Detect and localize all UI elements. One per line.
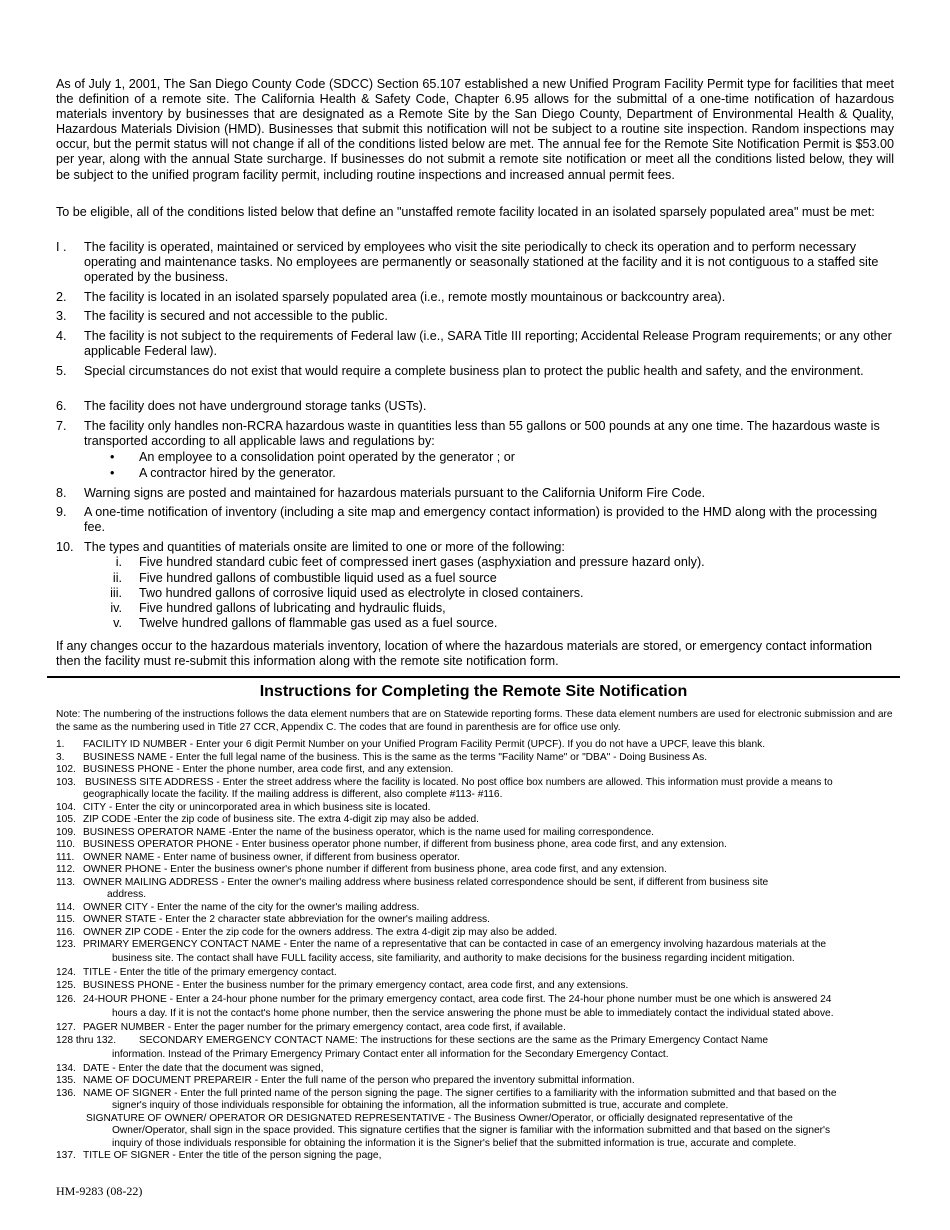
instruction-text: OWNER NAME - Enter name of business owner, if different from business operator. (83, 852, 460, 863)
eligibility-paragraph: To be eligible, all of the conditions listed below that define an "unstaffed remote facility located in an isolated sparsely populated area" must be met: (56, 205, 875, 219)
form-number: HM-9283 (08-22) (56, 1184, 143, 1198)
condition-text: Warning signs are posted and maintained for hazardous materials pursuant to the California Uniform Fire Code. (84, 486, 706, 500)
instruction-text: OWNER ZIP CODE - Enter the zip code for the owners address. The extra 4-digit zip may also be added. (83, 927, 558, 938)
condition-text: A one-time notification of inventory (including a site map and emergency contact information) is provided to the HMD along with the processing fee. (84, 505, 878, 534)
condition-text: The types and quantities of materials onsite are limited to one or more of the following: (84, 540, 565, 554)
instructions-heading: Instructions for Completing the Remote Site Notification (259, 683, 688, 700)
condition-text: Special circumstances do not exist that would require a complete business plan to protect the public health and safety, and the environment. (84, 364, 864, 378)
condition-number: 5. (56, 364, 67, 378)
condition-number: I . (56, 240, 67, 254)
instruction-continuation: business site. The contact shall have FULL facility access, site familiarity, and authority to make decisions for the business regarding incident mitigation. (112, 953, 795, 964)
instruction-text: NAME OF DOCUMENT PREPAREIR - Enter the full name of the person who prepared the inventory submittal information. (83, 1075, 635, 1086)
instruction-text: NAME OF SIGNER - Enter the full printed name of the person signing the page. The signer certifies to a familiarity with the information submitted and that based on the (83, 1088, 837, 1099)
instruction-number: 134. (56, 1063, 76, 1074)
condition-number: 3. (56, 309, 67, 323)
instruction-number: 114. (56, 902, 76, 913)
instruction-number: 102. (56, 764, 76, 775)
instruction-continuation: signer's inquiry of those individuals responsible for obtaining the information, all the information submitted is true, accurate and complete. (112, 1100, 729, 1111)
instruction-text: BUSINESS PHONE - Enter the business number for the primary emergency contact, area code first, and any extensions. (83, 980, 629, 991)
condition-number: 9. (56, 505, 67, 519)
material-number: v. (113, 616, 122, 630)
instruction-number: 136. (56, 1088, 76, 1099)
condition-number: 4. (56, 329, 67, 343)
instruction-text: TITLE OF SIGNER - Enter the title of the person signing the page, (83, 1150, 382, 1161)
instruction-number: 103. (56, 777, 76, 788)
instruction-number: 110. (56, 839, 76, 850)
instruction-continuation: information. Instead of the Primary Emergency Primary Contact enter all information for the Secondary Emergency Contact. (112, 1049, 669, 1060)
instruction-text: 24-HOUR PHONE - Enter a 24-hour phone number for the primary emergency contact, area code first. The 24-hour phone number must be one which is answered 24 (83, 994, 832, 1005)
instruction-text: ZIP CODE -Enter the zip code of business site. The extra 4-digit zip may also be added. (83, 814, 480, 825)
condition-text: The facility does not have underground storage tanks (USTs). (84, 399, 427, 413)
instruction-number: 113. (56, 877, 76, 888)
instruction-text: DATE - Enter the date that the document was signed, (83, 1063, 324, 1074)
instruction-number: 115. (56, 914, 76, 925)
bullet-marker: • (110, 466, 115, 480)
bullet-marker: • (110, 450, 115, 464)
material-text: Five hundred standard cubic feet of compressed inert gases (asphyxiation and pressure hazard only). (139, 555, 705, 569)
instruction-text: BUSINESS PHONE - Enter the phone number, area code first, and any extension. (83, 764, 454, 775)
changes-paragraph: If any changes occur to the hazardous materials inventory, location of where the hazardous materials are stored, or emergency contact information then the facility must re-submit this information along with the remote site notification form. (56, 639, 872, 669)
bullet-text: An employee to a consolidation point operated by the generator ; or (139, 450, 515, 464)
intro-paragraph: As of July 1, 2001, The San Diego County Code (SDCC) Section 65.107 established a new Unified Program Facility Permit type for facilities that meet the definition of a remote site. The California Health & Safety Code, Chapter 6.95 allows for the submittal of a one-time notification of hazardous materials inventory by businesses that are designated as a Remote Site by the San Diego County, Department of Environmental Health & Quality, Hazardous Materials Division (HMD). Businesses that submit this notification will not be subject to a routine site inspection. Random inspections may occur, but the permit status will not change if all of the conditions listed below are met. The annual fee for the Remote Site Notification Permit is $53.00 per year, along with the annual State surcharge. If businesses do not submit a remote site notification or meet all the conditions listed below, they will be subject to the unified program facility permit, including routine inspections and increased annual permit fees. (56, 77, 894, 182)
instruction-text: BUSINESS NAME - Enter the full legal name of the business. This is the same as the terms "Facility Name" or "DBA" - Doing Business As. (83, 752, 708, 763)
instruction-number: 104. (56, 802, 76, 813)
instruction-number: 125. (56, 980, 76, 991)
instruction-text: PRIMARY EMERGENCY CONTACT NAME - Enter the name of a representative that can be contacted in case of an emergency involving hazardous materials at the (83, 939, 827, 950)
instruction-continuation: inquiry of those individuals responsible for obtaining the information it is the Signer's belief that the submitted information is true, accurate and complete. (112, 1138, 797, 1149)
instruction-number: 112. (56, 864, 76, 875)
instruction-text: CITY - Enter the city or unincorporated area in which business site is located. (83, 802, 431, 813)
condition-number: 2. (56, 290, 67, 304)
material-text: Five hundred gallons of lubricating and hydraulic fluids, (139, 601, 446, 615)
instruction-text: OWNER CITY - Enter the name of the city for the owner's mailing address. (83, 902, 420, 913)
material-number: iii. (110, 586, 122, 600)
bullet-text: A contractor hired by the generator. (139, 466, 336, 480)
instruction-continuation: hours a day. If it is not the contact's home phone number, then the service answering the phone must be able to immediately contact the individual stated above. (112, 1008, 834, 1019)
condition-text: The facility is not subject to the requirements of Federal law (i.e., SARA Title III reporting; Accidental Release Program requirements; or any other applicable Federal law). (84, 329, 892, 358)
instruction-number: 126. (56, 994, 76, 1005)
signature-instruction-text: SIGNATURE OF OWNER/ OPERATOR OR DESIGNATED REPRESENTATIVE - The Business Owner/Operator, or officially designated representative of the (86, 1113, 793, 1124)
instruction-number: 124. (56, 967, 76, 978)
condition-text: The facility is operated, maintained or serviced by employees who visit the site periodically to check its operation and to perform necessary operating and maintenance tasks. No employees are permanently or seasonally stationed at the facility and it is not contiguous to a staffed site operated by the business. (84, 240, 879, 284)
material-text: Two hundred gallons of corrosive liquid used as electrolyte in closed containers. (139, 586, 584, 600)
instruction-number: 105. (56, 814, 76, 825)
section-divider (47, 676, 900, 678)
instruction-number: 137. (56, 1150, 76, 1161)
instruction-continuation: Owner/Operator, shall sign in the space provided. This signature certifies that the signer is familiar with the information submitted and that based on the signer's (112, 1125, 831, 1136)
condition-text: The facility is located in an isolated sparsely populated area (i.e., remote mostly mountainous or backcountry area). (84, 290, 726, 304)
instruction-text: FACILITY ID NUMBER - Enter your 6 digit Permit Number on your Unified Program Facility Permit (UPCF). If you do not have a UPCF, leave this blank. (83, 739, 766, 750)
instruction-number: 1. (56, 739, 65, 750)
instruction-number: 111. (56, 852, 75, 863)
condition-text: The facility only handles non-RCRA hazardous waste in quantities less than 55 gallons or 500 pounds at any one time. The hazardous waste is transported according to all applicable laws and regulations by: (84, 419, 880, 448)
instructions-note: Note: The numbering of the instructions follows the data element numbers that are on Statewide reporting forms. These data element numbers are used for electronic submission and are the same as the numbering used in Title 27 CCR, Appendix C. The codes that are found in parenthesis are for office use only. (56, 709, 893, 733)
instruction-text: TITLE - Enter the title of the primary emergency contact. (83, 967, 337, 978)
instruction-continuation: geographically locate the facility. If the mailing address is different, also complete #113- #116. (83, 789, 503, 800)
material-number: ii. (112, 571, 122, 585)
instruction-text: PAGER NUMBER - Enter the pager number for the primary emergency contact, area code first, if available. (83, 1022, 566, 1033)
instruction-text: BUSINESS SITE ADDRESS - Enter the street address where the facility is located. No post office box numbers are allowed. This information must provide a means to (85, 777, 833, 788)
material-number: iv. (110, 601, 122, 615)
instruction-number: 135. (56, 1075, 76, 1086)
instruction-number: 109. (56, 827, 76, 838)
instruction-text: SECONDARY EMERGENCY CONTACT NAME: The instructions for these sections are the same as the Primary Emergency Contact Name (139, 1035, 769, 1046)
instruction-number: 123. (56, 939, 76, 950)
condition-number: 7. (56, 419, 67, 433)
material-text: Twelve hundred gallons of flammable gas used as a fuel source. (139, 616, 498, 630)
instruction-text: BUSINESS OPERATOR PHONE - Enter business operator phone number, if different from business phone, area code first, and any extension. (83, 839, 727, 850)
instruction-number: 3. (56, 752, 65, 763)
instruction-text: OWNER MAILING ADDRESS - Enter the owner's mailing address where business related correspondence should be sent, if different from business site (83, 877, 769, 888)
instruction-text: OWNER PHONE - Enter the business owner's phone number if different from business phone, area code first, and any extension. (83, 864, 667, 875)
condition-text: The facility is secured and not accessible to the public. (84, 309, 388, 323)
material-number: i. (115, 555, 122, 569)
condition-number: 6. (56, 399, 67, 413)
instruction-continuation: address. (107, 889, 147, 900)
condition-number: 10. (56, 540, 74, 554)
instruction-text: BUSINESS OPERATOR NAME -Enter the name of the business operator, which is the name used for mailing correspondence. (83, 827, 654, 838)
condition-number: 8. (56, 486, 67, 500)
instruction-number: 116. (56, 927, 76, 938)
instruction-number: 128 thru 132. (56, 1035, 117, 1046)
instruction-number: 127. (56, 1022, 76, 1033)
instruction-text: OWNER STATE - Enter the 2 character state abbreviation for the owner's mailing address. (83, 914, 490, 925)
material-text: Five hundred gallons of combustible liquid used as a fuel source (139, 571, 497, 585)
